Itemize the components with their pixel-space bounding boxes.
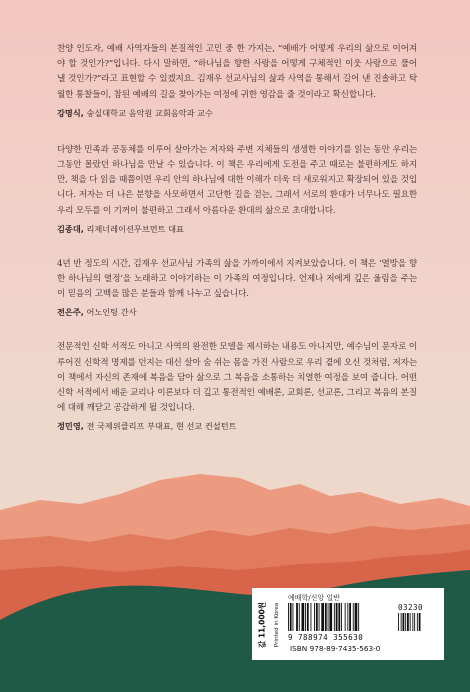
endorsement-2 [57,143,417,235]
price-label [255,592,269,658]
barcode-bar [299,603,300,631]
endorser-name: 전은주, [57,307,84,318]
endorser-title: 어노인팅 간사 [86,307,137,318]
price-text: 값 11,000원 [257,601,267,649]
endorsement-byline [57,307,417,318]
barcode-bar [307,603,309,631]
barcode-addon-bar [410,613,411,631]
barcode-bar [316,603,318,631]
barcode-addon-code: 03230 [398,603,424,612]
barcode-bar [319,603,320,631]
barcode-bar [311,603,312,631]
barcode-bar [314,603,315,631]
barcode-bar [349,603,351,631]
endorsement-text: 찬양 인도자, 예배 사역자들의 본질적인 고민 중 한 가지는, “예배가 어떻게 우리의 삶으로 이어져야 할 것인가?”입니다. 다시 말하면, “하나님을 향한 사랑을 어떻게 구체적인 이웃 사랑으로 풀어 낼 것인가?”라고 표현할 수 있겠지요. 김재우 선교사님의 삶과 사역을 통해서 길어 낸 진솔하고 탁월한 통찰들이, 참된 예배의 길을 찾아가는 여정에 귀한 영감을 줄 것이라고 확신합니다. [57,44,417,100]
endorsement-byline [57,421,417,432]
endorser-name: 김종대, [57,223,84,234]
printed-text: Printed in Korea [274,602,280,648]
barcode-addon-bar [419,613,421,631]
endorsement-text: 전문적인 신학 서적도 아니고 사역의 완전한 모델을 제시하는 내용도 아니지만, 예수님이 문자로 이루어진 신학적 명제를 던지는 대신 살아 숨 쉬는 몸을 가진 사람으로 우리 곁에 오신 것처럼, 저자는 이 책에서 자신의 존재에 복음을 담아 삶으로 그 복음을 소통하는 치열한 여정을 보여 줍니다. 어떤 신학 서적에서 배운 교리나 이론보다 더 깊고 통전적인 예배론, 교회론, 선교론, 그리고 복음의 본질에 대해 깨닫고 공감하게 될 것입니다. [57,342,417,414]
barcode-digits: 9 788974 355630 [288,633,364,642]
barcode-bar [347,603,348,631]
barcode-addon-bar [403,613,405,631]
endorser-title: 리제너레이션무브먼트 대표 [86,223,184,234]
barcode-addon-bar [401,613,402,631]
barcode-bar [305,603,306,631]
barcode-addon-bar [398,613,399,631]
barcode-bar [345,603,346,631]
barcode-bar [325,603,327,631]
barcode-addon-bar [417,613,418,631]
endorsement-4 [57,340,417,432]
endorser-name: 강명식, [57,107,84,118]
endorsement-byline [57,108,417,119]
barcode-bar [358,603,359,631]
endorsement-3 [57,257,417,319]
book-category: 예배학/신앙 일반 [288,594,340,602]
barcode-bar [296,603,298,631]
barcode-bar [336,603,338,631]
endorsements [57,42,417,450]
barcode-bar [293,603,294,631]
endorsement-1 [57,42,417,119]
endorser-title: 전 국제위클리프 부대표, 현 선교 컨설턴트 [86,421,237,432]
barcode-bar [355,603,358,631]
barcode-addon-bar [407,613,409,631]
barcode-bar [288,603,289,631]
barcode-addon-bar [414,613,415,631]
endorsement-text: 4년 반 정도의 시간, 김재우 선교사님 가족의 삶을 가까이에서 지켜보았습니다. 이 책은 ‘열방을 향한 하나님의 열정’을 노래하고 이야기하는 이 가족의 여정입니다. 언제나 저에게 깊은 울림을 주는 이 믿음의 고백을 많은 분들과 함께 나누고 싶습니다. [57,258,417,300]
endorser-name: 정민영, [57,421,84,432]
endorsement-text: 다양한 민족과 공동체를 이루어 살아가는 저자와 주변 지체들의 생생한 이야기를 읽는 동안 우리는 그동안 몰랐던 하나님을 만날 수 있습니다. 이 책은 우리에게 도전을 주고 때로는 불편하게도 하지만, 책을 다 읽을 때쯤이면 우리 안의 하나님에 대한 이해가 더욱 더 새로워지고 확장되어 있을 것입니다. 저자는 더 나은 분향을 사모하면서 고단한 길을 걷는, 그래서 서로의 환대가 너무나도 필요한 우리 모두를 이 기꺼이 불편하고 그래서 아름다운 환대의 삶으로 초대합니다. [57,144,417,216]
barcode-addon-bars [398,613,421,631]
barcode-bar [302,603,305,631]
barcode-bar [290,603,292,631]
endorser-title: 숭실대학교 음악원 교회음악과 교수 [86,107,213,118]
barcode-bar [321,603,324,631]
barcode-addon-bar [405,613,406,631]
barcode-bar [328,603,329,631]
endorsement-byline [57,224,417,235]
barcode-main-bars [288,603,359,631]
barcode-bar [353,603,354,631]
barcode-bar [341,603,342,631]
barcode-bar [334,603,335,631]
barcode-bar [329,603,332,631]
barcode-bar [338,603,340,631]
printed-in-korea [272,592,282,658]
isbn-number: ISBN 978-89-7435-563-0 [290,644,381,653]
barcode-addon-bar [412,613,413,631]
